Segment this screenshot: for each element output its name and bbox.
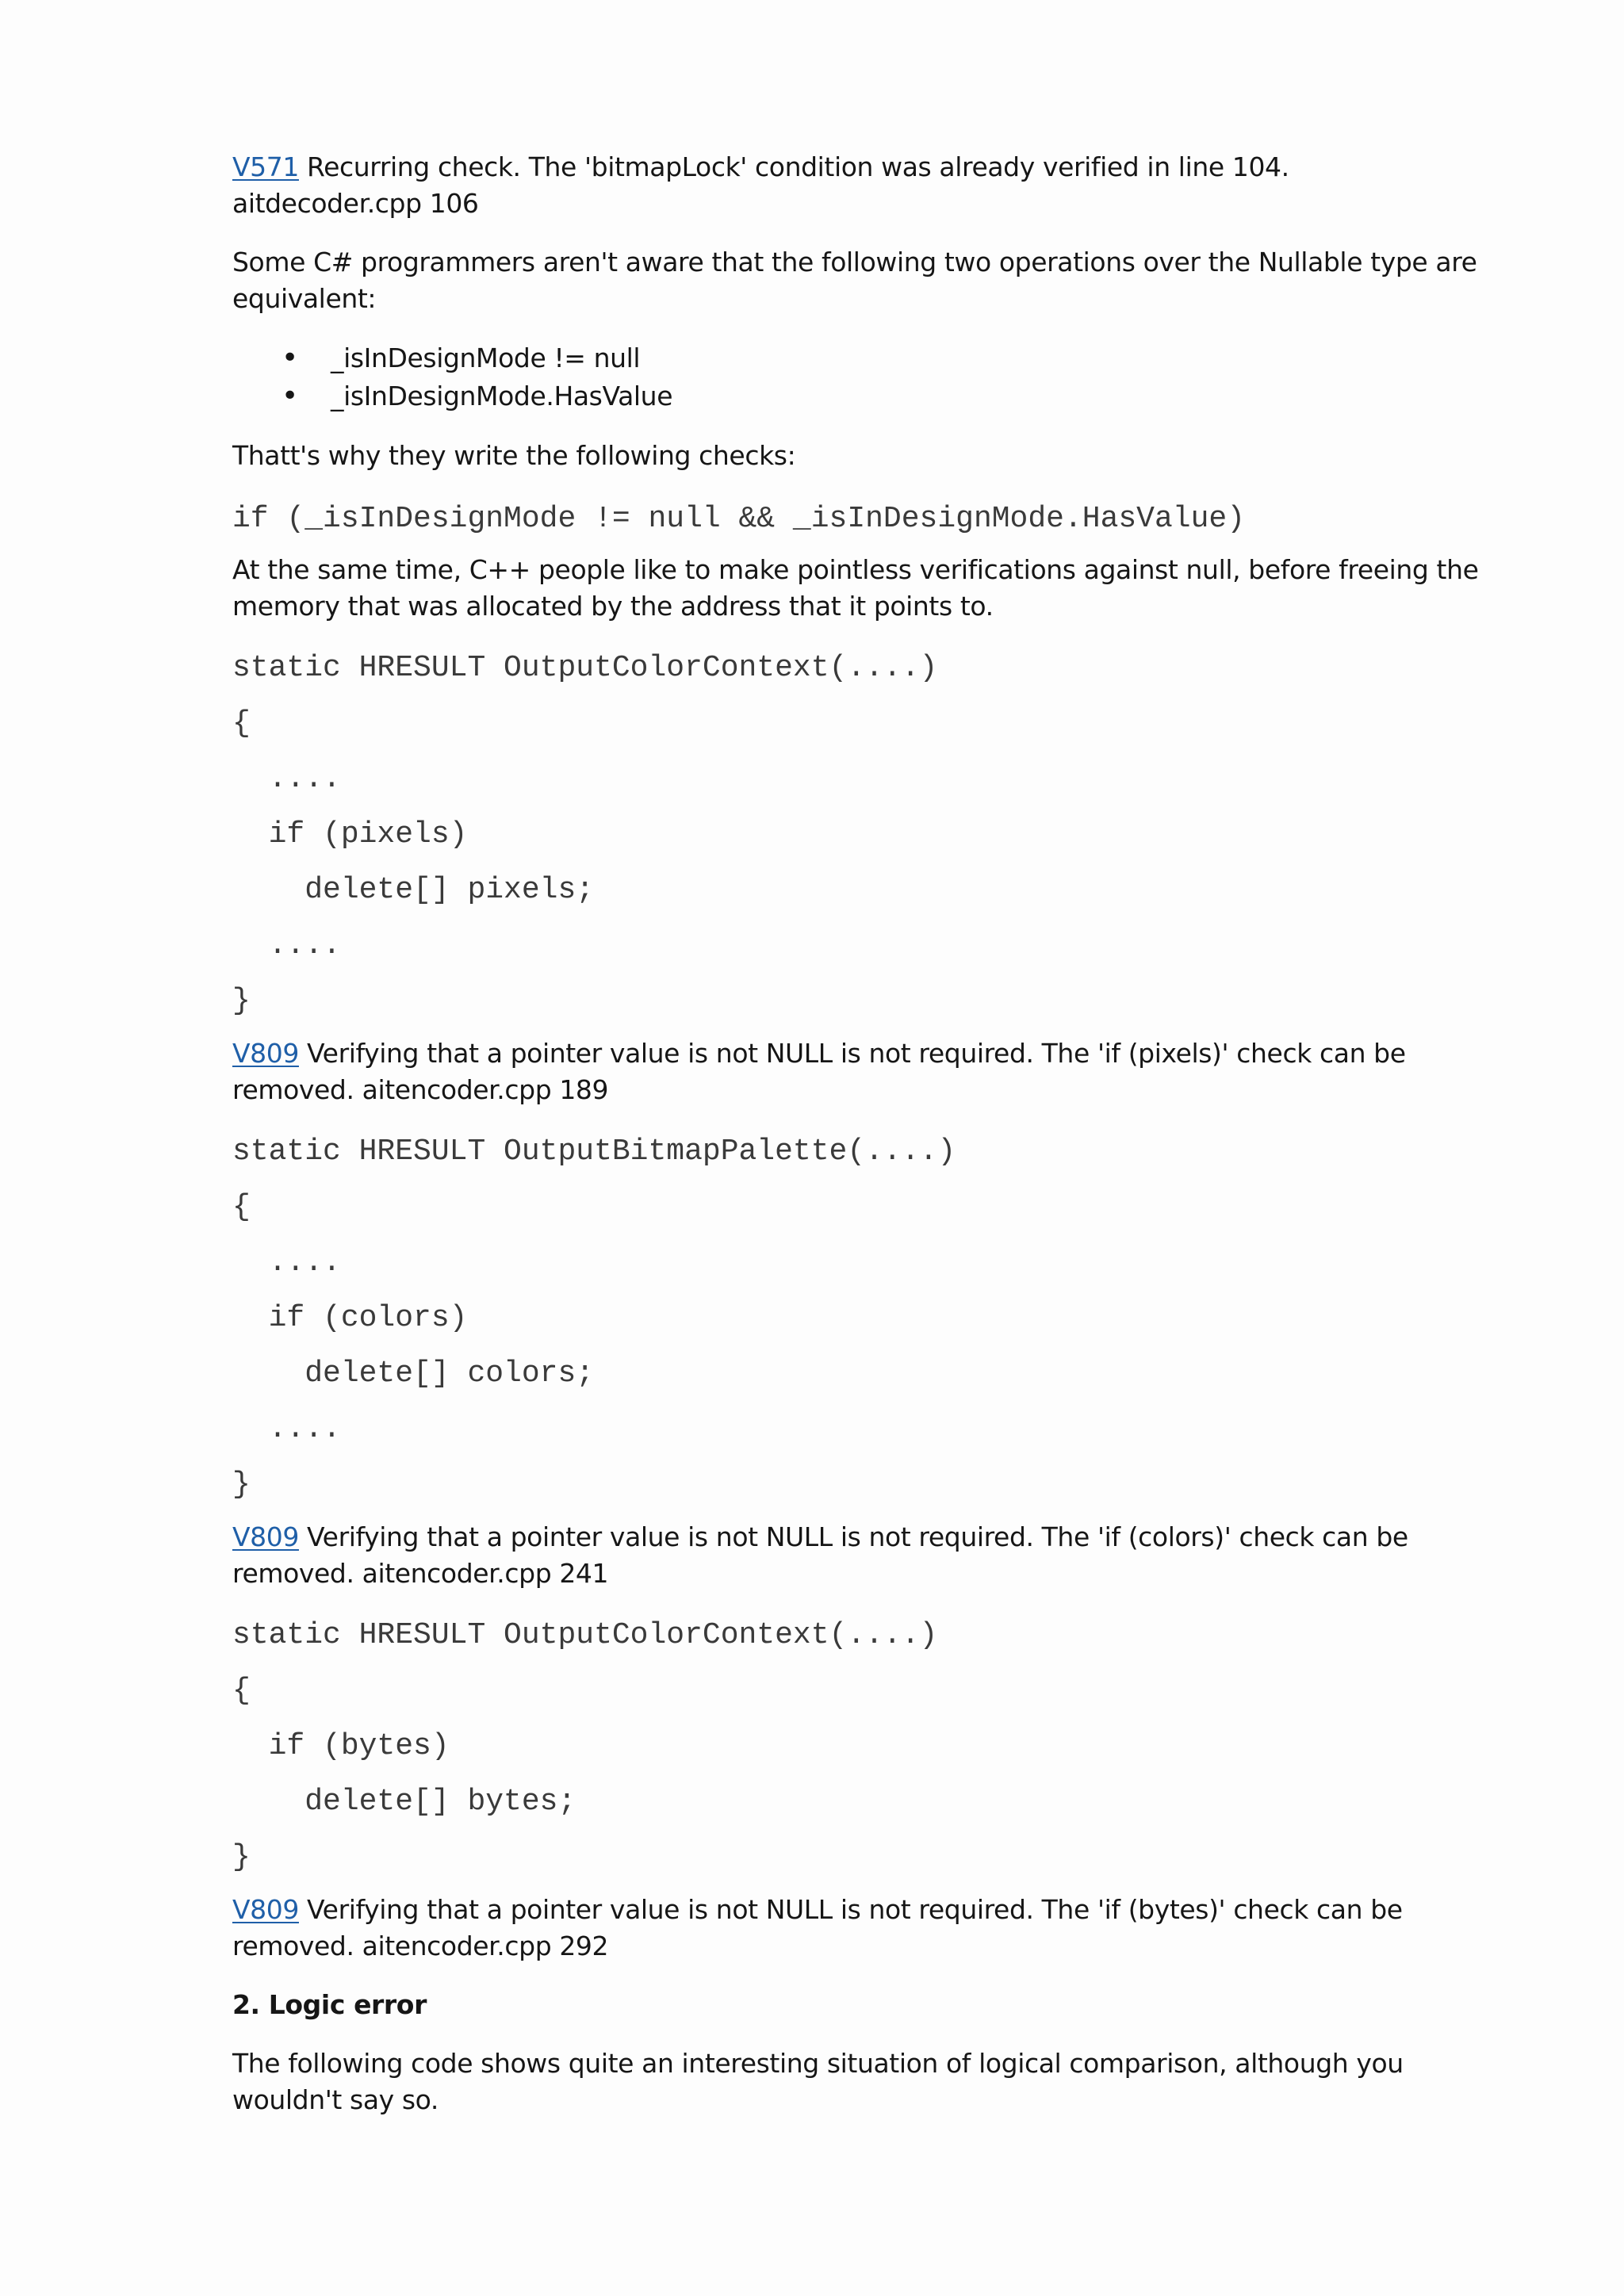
code-line: static HRESULT OutputColorContext(....) bbox=[232, 651, 938, 685]
paragraph-v809-pixels bbox=[232, 1035, 1485, 1108]
code-line: } bbox=[232, 1840, 251, 1874]
code-snippet-nullable-check bbox=[232, 492, 1485, 547]
code-line: if (pixels) bbox=[232, 817, 468, 851]
code-line: if (bytes) bbox=[232, 1729, 450, 1763]
paragraph-text: Verifying that a pointer value is not NULL is not required. The 'if (bytes)' check can be removed. aitencoder.cpp 292 bbox=[232, 1894, 1403, 1961]
paragraph-text: Verifying that a pointer value is not NULL is not required. The 'if (colors)' check can be removed. aitencoder.cpp 241 bbox=[232, 1521, 1408, 1589]
code-line: delete[] pixels; bbox=[232, 873, 595, 907]
bullet-list bbox=[232, 339, 1485, 415]
code-line: .... bbox=[232, 928, 341, 962]
code-line: static HRESULT OutputColorContext(....) bbox=[232, 1618, 938, 1652]
code-line: static HRESULT OutputBitmapPalette(....) bbox=[232, 1135, 956, 1169]
code-block-output-color-context-bytes bbox=[232, 1608, 1485, 1885]
code-line: .... bbox=[232, 762, 341, 796]
diagnostic-link-v809[interactable]: V809 bbox=[232, 1038, 299, 1069]
code-line: } bbox=[232, 1468, 251, 1502]
section-heading: 2. Logic error bbox=[232, 1989, 427, 2020]
paragraph-nullable-intro: Some C# programmers aren't aware that the following two operations over the Nullable type are equivalent: bbox=[232, 247, 1477, 314]
bullet-item: • _isInDesignMode != null bbox=[232, 339, 1485, 377]
paragraph-checks-intro: Thatt's why they write the following checks: bbox=[232, 440, 796, 471]
diagnostic-link-v809[interactable]: V809 bbox=[232, 1521, 299, 1552]
paragraph-text: Recurring check. The 'bitmapLock' condition was already verified in line 104. aitdecoder.cpp 106 bbox=[232, 151, 1289, 219]
paragraph-v571 bbox=[232, 149, 1485, 222]
code-line: if (_isInDesignMode != null && _isInDesignMode.HasValue) bbox=[232, 502, 1246, 536]
paragraph-v809-bytes bbox=[232, 1892, 1485, 1965]
document-page bbox=[232, 149, 1485, 2141]
code-line: { bbox=[232, 1190, 251, 1224]
paragraph-v809-colors bbox=[232, 1519, 1485, 1592]
bullet-item: • _isInDesignMode.HasValue bbox=[232, 377, 1485, 415]
code-line: delete[] bytes; bbox=[232, 1785, 576, 1819]
code-line: { bbox=[232, 706, 251, 740]
paragraph-cpp-null-checks: At the same time, C++ people like to make pointless verifications against null, before freeing the memory that was allocated by the address that it points to. bbox=[232, 554, 1479, 622]
code-line: if (colors) bbox=[232, 1301, 468, 1335]
paragraph-text: Verifying that a pointer value is not NULL is not required. The 'if (pixels)' check can be removed. aitencoder.cpp 189 bbox=[232, 1038, 1406, 1105]
code-block-output-color-context-pixels bbox=[232, 641, 1485, 1029]
code-line: { bbox=[232, 1674, 251, 1708]
paragraph-logic-error-intro: The following code shows quite an interesting situation of logical comparison, although you wouldn't say so. bbox=[232, 2048, 1404, 2115]
diagnostic-link-v809[interactable]: V809 bbox=[232, 1894, 299, 1925]
code-line: .... bbox=[232, 1246, 341, 1280]
code-line: delete[] colors; bbox=[232, 1357, 595, 1391]
diagnostic-link-v571[interactable]: V571 bbox=[232, 151, 299, 182]
code-block-output-bitmap-palette bbox=[232, 1124, 1485, 1513]
code-line: .... bbox=[232, 1412, 341, 1446]
code-line: } bbox=[232, 984, 251, 1018]
